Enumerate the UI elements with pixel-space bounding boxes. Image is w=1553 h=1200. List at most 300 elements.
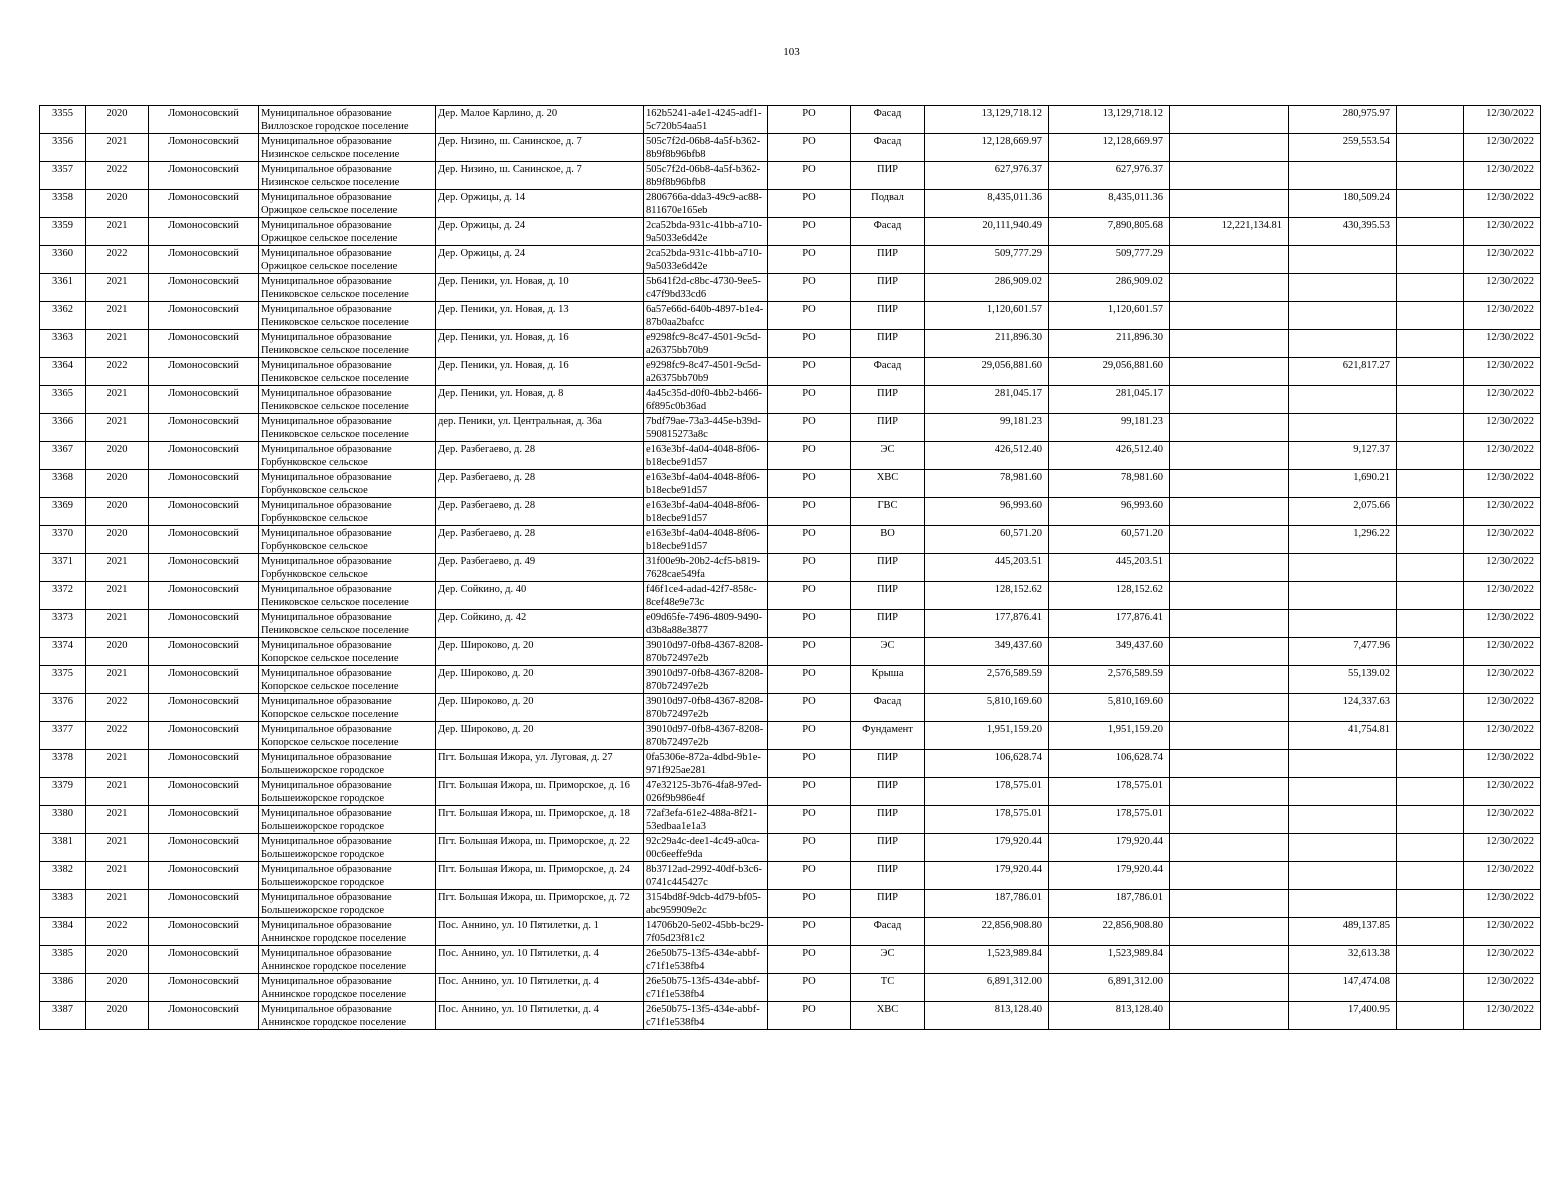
cell-fee-amount: 9,127.37 [1289, 442, 1397, 470]
cell-regional-funds: 99,181.23 [1049, 414, 1170, 442]
cell-address: Дер. Сойкино, д. 40 [436, 582, 644, 610]
cell-district: Ломоносовский [149, 358, 259, 386]
cell-empty-cell [1397, 470, 1464, 498]
cell-work-type: ВО [851, 526, 925, 554]
cell-empty-cell [1397, 498, 1464, 526]
cell-house-guid: 0fa5306e-872a-4dbd-9b1e-971f925ae281 [644, 750, 768, 778]
cell-other-funds [1170, 582, 1289, 610]
cell-completion-date: 12/30/2022 [1464, 1002, 1541, 1030]
cell-completion-date: 12/30/2022 [1464, 218, 1541, 246]
cell-regional-funds: 349,437.60 [1049, 638, 1170, 666]
cell-district: Ломоносовский [149, 610, 259, 638]
table-row [40, 750, 1541, 778]
cell-work-type: ПИР [851, 834, 925, 862]
cell-empty-cell [1397, 330, 1464, 358]
cell-program: РО [768, 246, 851, 274]
cell-regional-funds: 29,056,881.60 [1049, 358, 1170, 386]
cell-house-guid: 39010d97-0fb8-4367-8208-870b72497e2b [644, 694, 768, 722]
cell-row-number: 3356 [40, 134, 86, 162]
cell-regional-funds: 1,523,989.84 [1049, 946, 1170, 974]
cell-work-type: ЭС [851, 442, 925, 470]
cell-municipality: Муниципальное образование Пениковское сельское поселение [259, 358, 436, 386]
cell-completion-date: 12/30/2022 [1464, 610, 1541, 638]
cell-total-cost: 6,891,312.00 [925, 974, 1049, 1002]
cell-municipality: Муниципальное образование Большеижорское городское [259, 862, 436, 890]
table-row [40, 890, 1541, 918]
cell-district: Ломоносовский [149, 778, 259, 806]
cell-address: Дер. Широково, д. 20 [436, 694, 644, 722]
cell-work-type: ПИР [851, 890, 925, 918]
cell-row-number: 3381 [40, 834, 86, 862]
cell-work-type: ПИР [851, 750, 925, 778]
table-row [40, 162, 1541, 190]
cell-address: Дер. Широково, д. 20 [436, 638, 644, 666]
cell-district: Ломоносовский [149, 526, 259, 554]
cell-municipality: Муниципальное образование Горбунковское сельское [259, 526, 436, 554]
cell-total-cost: 1,951,159.20 [925, 722, 1049, 750]
cell-empty-cell [1397, 218, 1464, 246]
cell-work-type: ПИР [851, 582, 925, 610]
cell-regional-funds: 5,810,169.60 [1049, 694, 1170, 722]
cell-total-cost: 627,976.37 [925, 162, 1049, 190]
cell-regional-funds: 7,890,805.68 [1049, 218, 1170, 246]
cell-municipality: Муниципальное образование Копорское сельское поселение [259, 638, 436, 666]
cell-address: Дер. Широково, д. 20 [436, 722, 644, 750]
cell-regional-funds: 22,856,908.80 [1049, 918, 1170, 946]
cell-total-cost: 99,181.23 [925, 414, 1049, 442]
cell-completion-date: 12/30/2022 [1464, 414, 1541, 442]
cell-work-type: ПИР [851, 610, 925, 638]
cell-regional-funds: 187,786.01 [1049, 890, 1170, 918]
cell-municipality: Муниципальное образование Аннинское городское поселение [259, 974, 436, 1002]
cell-regional-funds: 286,909.02 [1049, 274, 1170, 302]
cell-work-type: ПИР [851, 386, 925, 414]
cell-house-guid: f46f1ce4-adad-42f7-858c-8cef48e9e73c [644, 582, 768, 610]
cell-year: 2021 [86, 386, 149, 414]
cell-district: Ломоносовский [149, 470, 259, 498]
cell-completion-date: 12/30/2022 [1464, 246, 1541, 274]
cell-year: 2021 [86, 750, 149, 778]
cell-year: 2021 [86, 778, 149, 806]
cell-program: РО [768, 778, 851, 806]
cell-empty-cell [1397, 694, 1464, 722]
cell-program: РО [768, 302, 851, 330]
cell-work-type: ЭС [851, 638, 925, 666]
page-number: 103 [783, 46, 800, 58]
cell-year: 2020 [86, 638, 149, 666]
cell-house-guid: 6a57e66d-640b-4897-b1e4-87b0aa2bafcc [644, 302, 768, 330]
table-row [40, 526, 1541, 554]
data-table [39, 105, 1541, 1030]
cell-program: РО [768, 806, 851, 834]
cell-fee-amount [1289, 554, 1397, 582]
cell-work-type: Фасад [851, 134, 925, 162]
cell-total-cost: 286,909.02 [925, 274, 1049, 302]
cell-empty-cell [1397, 918, 1464, 946]
cell-municipality: Муниципальное образование Пениковское сельское поселение [259, 386, 436, 414]
cell-year: 2020 [86, 974, 149, 1002]
cell-regional-funds: 1,120,601.57 [1049, 302, 1170, 330]
cell-work-type: Фасад [851, 358, 925, 386]
table-row [40, 302, 1541, 330]
cell-fee-amount [1289, 582, 1397, 610]
cell-other-funds [1170, 162, 1289, 190]
cell-work-type: Фасад [851, 218, 925, 246]
cell-row-number: 3387 [40, 1002, 86, 1030]
cell-district: Ломоносовский [149, 946, 259, 974]
cell-house-guid: e9298fc9-8c47-4501-9c5d-a26375bb70b9 [644, 330, 768, 358]
cell-house-guid: 2806766a-dda3-49c9-ac88-811670e165eb [644, 190, 768, 218]
cell-total-cost: 12,128,669.97 [925, 134, 1049, 162]
cell-work-type: ПИР [851, 778, 925, 806]
cell-year: 2021 [86, 582, 149, 610]
cell-completion-date: 12/30/2022 [1464, 470, 1541, 498]
cell-empty-cell [1397, 414, 1464, 442]
table-row [40, 834, 1541, 862]
cell-empty-cell [1397, 638, 1464, 666]
cell-row-number: 3371 [40, 554, 86, 582]
cell-fee-amount [1289, 330, 1397, 358]
cell-empty-cell [1397, 806, 1464, 834]
cell-year: 2022 [86, 358, 149, 386]
cell-completion-date: 12/30/2022 [1464, 442, 1541, 470]
cell-fee-amount [1289, 610, 1397, 638]
cell-work-type: ТС [851, 974, 925, 1002]
cell-year: 2021 [86, 134, 149, 162]
cell-total-cost: 179,920.44 [925, 834, 1049, 862]
cell-year: 2022 [86, 722, 149, 750]
cell-fee-amount: 41,754.81 [1289, 722, 1397, 750]
cell-empty-cell [1397, 778, 1464, 806]
cell-other-funds [1170, 274, 1289, 302]
cell-total-cost: 211,896.30 [925, 330, 1049, 358]
cell-house-guid: 14706b20-5e02-45bb-bc29-7f05d23f81c2 [644, 918, 768, 946]
cell-row-number: 3362 [40, 302, 86, 330]
cell-other-funds [1170, 526, 1289, 554]
cell-regional-funds: 178,575.01 [1049, 778, 1170, 806]
cell-district: Ломоносовский [149, 638, 259, 666]
cell-year: 2022 [86, 918, 149, 946]
cell-house-guid: 26e50b75-13f5-434e-abbf-c71f1e538fb4 [644, 946, 768, 974]
cell-program: РО [768, 470, 851, 498]
cell-work-type: ПИР [851, 302, 925, 330]
cell-other-funds [1170, 834, 1289, 862]
cell-other-funds [1170, 694, 1289, 722]
cell-empty-cell [1397, 526, 1464, 554]
cell-row-number: 3375 [40, 666, 86, 694]
cell-year: 2020 [86, 946, 149, 974]
cell-district: Ломоносовский [149, 274, 259, 302]
table-row [40, 862, 1541, 890]
cell-other-funds [1170, 806, 1289, 834]
cell-completion-date: 12/30/2022 [1464, 806, 1541, 834]
cell-regional-funds: 2,576,589.59 [1049, 666, 1170, 694]
table-row [40, 582, 1541, 610]
cell-completion-date: 12/30/2022 [1464, 526, 1541, 554]
cell-address: Дер. Малое Карлино, д. 20 [436, 106, 644, 134]
cell-house-guid: e163e3bf-4a04-4048-8f06-b18ecbe91d57 [644, 470, 768, 498]
cell-municipality: Муниципальное образование Низинское сельское поселение [259, 134, 436, 162]
cell-regional-funds: 106,628.74 [1049, 750, 1170, 778]
cell-other-funds [1170, 918, 1289, 946]
cell-municipality: Муниципальное образование Горбунковское сельское [259, 498, 436, 526]
cell-municipality: Муниципальное образование Большеижорское городское [259, 890, 436, 918]
cell-row-number: 3374 [40, 638, 86, 666]
cell-total-cost: 177,876.41 [925, 610, 1049, 638]
cell-municipality: Муниципальное образование Копорское сельское поселение [259, 666, 436, 694]
cell-empty-cell [1397, 862, 1464, 890]
cell-work-type: Фундамент [851, 722, 925, 750]
cell-address: Дер. Сойкино, д. 42 [436, 610, 644, 638]
cell-regional-funds: 128,152.62 [1049, 582, 1170, 610]
cell-fee-amount: 1,296.22 [1289, 526, 1397, 554]
cell-address: Дер. Пеники, ул. Новая, д. 8 [436, 386, 644, 414]
cell-empty-cell [1397, 246, 1464, 274]
cell-regional-funds: 627,976.37 [1049, 162, 1170, 190]
cell-other-funds [1170, 974, 1289, 1002]
table-row [40, 358, 1541, 386]
cell-empty-cell [1397, 302, 1464, 330]
cell-district: Ломоносовский [149, 302, 259, 330]
cell-fee-amount: 1,690.21 [1289, 470, 1397, 498]
cell-empty-cell [1397, 974, 1464, 1002]
cell-program: РО [768, 190, 851, 218]
cell-fee-amount: 55,139.02 [1289, 666, 1397, 694]
cell-program: РО [768, 106, 851, 134]
table-row [40, 778, 1541, 806]
cell-regional-funds: 96,993.60 [1049, 498, 1170, 526]
cell-district: Ломоносовский [149, 694, 259, 722]
cell-program: РО [768, 974, 851, 1002]
cell-completion-date: 12/30/2022 [1464, 302, 1541, 330]
cell-empty-cell [1397, 358, 1464, 386]
cell-completion-date: 12/30/2022 [1464, 890, 1541, 918]
cell-total-cost: 813,128.40 [925, 1002, 1049, 1030]
cell-fee-amount [1289, 834, 1397, 862]
cell-address: Дер. Пеники, ул. Новая, д. 10 [436, 274, 644, 302]
cell-row-number: 3378 [40, 750, 86, 778]
cell-work-type: ПИР [851, 330, 925, 358]
cell-program: РО [768, 666, 851, 694]
cell-address: Дер. Пеники, ул. Новая, д. 13 [436, 302, 644, 330]
cell-program: РО [768, 1002, 851, 1030]
cell-house-guid: 26e50b75-13f5-434e-abbf-c71f1e538fb4 [644, 974, 768, 1002]
cell-program: РО [768, 274, 851, 302]
cell-fee-amount: 430,395.53 [1289, 218, 1397, 246]
cell-municipality: Муниципальное образование Пениковское сельское поселение [259, 302, 436, 330]
cell-work-type: ПИР [851, 246, 925, 274]
cell-regional-funds: 12,128,669.97 [1049, 134, 1170, 162]
cell-year: 2020 [86, 498, 149, 526]
cell-total-cost: 1,523,989.84 [925, 946, 1049, 974]
cell-fee-amount: 180,509.24 [1289, 190, 1397, 218]
cell-fee-amount [1289, 862, 1397, 890]
cell-address: Пгт. Большая Ижора, ш. Приморское, д. 18 [436, 806, 644, 834]
cell-address: Пос. Аннино, ул. 10 Пятилетки, д. 4 [436, 946, 644, 974]
table-row [40, 218, 1541, 246]
cell-district: Ломоносовский [149, 890, 259, 918]
table-row [40, 694, 1541, 722]
cell-total-cost: 8,435,011.36 [925, 190, 1049, 218]
cell-program: РО [768, 890, 851, 918]
cell-total-cost: 29,056,881.60 [925, 358, 1049, 386]
cell-work-type: Подвал [851, 190, 925, 218]
cell-municipality: Муниципальное образование Большеижорское городское [259, 834, 436, 862]
cell-total-cost: 178,575.01 [925, 806, 1049, 834]
cell-house-guid: 92c29a4c-dee1-4c49-a0ca-00c6eeffe9da [644, 834, 768, 862]
cell-row-number: 3368 [40, 470, 86, 498]
cell-fee-amount: 280,975.97 [1289, 106, 1397, 134]
cell-other-funds [1170, 638, 1289, 666]
cell-row-number: 3355 [40, 106, 86, 134]
cell-house-guid: 72af3efa-61e2-488a-8f21-53edbaa1e1a3 [644, 806, 768, 834]
cell-program: РО [768, 442, 851, 470]
cell-completion-date: 12/30/2022 [1464, 554, 1541, 582]
cell-district: Ломоносовский [149, 414, 259, 442]
cell-row-number: 3369 [40, 498, 86, 526]
cell-fee-amount: 259,553.54 [1289, 134, 1397, 162]
cell-empty-cell [1397, 890, 1464, 918]
cell-fee-amount: 7,477.96 [1289, 638, 1397, 666]
cell-municipality: Муниципальное образование Пениковское сельское поселение [259, 274, 436, 302]
table-row [40, 330, 1541, 358]
cell-year: 2020 [86, 1002, 149, 1030]
cell-district: Ломоносовский [149, 1002, 259, 1030]
cell-work-type: ХВС [851, 1002, 925, 1030]
cell-program: РО [768, 582, 851, 610]
cell-address: Дер. Разбегаево, д. 28 [436, 442, 644, 470]
cell-house-guid: 2ca52bda-931c-41bb-a710-9a5033e6d42e [644, 246, 768, 274]
cell-fee-amount: 2,075.66 [1289, 498, 1397, 526]
cell-program: РО [768, 722, 851, 750]
cell-other-funds [1170, 498, 1289, 526]
cell-year: 2020 [86, 526, 149, 554]
cell-address: Дер. Пеники, ул. Новая, д. 16 [436, 330, 644, 358]
cell-address: Пос. Аннино, ул. 10 Пятилетки, д. 4 [436, 1002, 644, 1030]
cell-regional-funds: 1,951,159.20 [1049, 722, 1170, 750]
cell-program: РО [768, 694, 851, 722]
cell-row-number: 3376 [40, 694, 86, 722]
cell-work-type: ХВС [851, 470, 925, 498]
cell-total-cost: 128,152.62 [925, 582, 1049, 610]
cell-fee-amount [1289, 806, 1397, 834]
cell-row-number: 3363 [40, 330, 86, 358]
cell-total-cost: 22,856,908.80 [925, 918, 1049, 946]
cell-other-funds [1170, 106, 1289, 134]
cell-year: 2021 [86, 414, 149, 442]
cell-fee-amount [1289, 274, 1397, 302]
cell-total-cost: 106,628.74 [925, 750, 1049, 778]
cell-empty-cell [1397, 274, 1464, 302]
cell-empty-cell [1397, 386, 1464, 414]
cell-program: РО [768, 134, 851, 162]
cell-house-guid: e163e3bf-4a04-4048-8f06-b18ecbe91d57 [644, 498, 768, 526]
table-row [40, 274, 1541, 302]
cell-house-guid: 8b3712ad-2992-40df-b3c6-0741c445427c [644, 862, 768, 890]
cell-municipality: Муниципальное образование Пениковское сельское поселение [259, 414, 436, 442]
cell-empty-cell [1397, 162, 1464, 190]
cell-municipality: Муниципальное образование Аннинское городское поселение [259, 918, 436, 946]
cell-total-cost: 20,111,940.49 [925, 218, 1049, 246]
cell-district: Ломоносовский [149, 554, 259, 582]
cell-regional-funds: 281,045.17 [1049, 386, 1170, 414]
cell-total-cost: 78,981.60 [925, 470, 1049, 498]
cell-year: 2021 [86, 302, 149, 330]
table-row [40, 918, 1541, 946]
table-row [40, 554, 1541, 582]
cell-municipality: Муниципальное образование Оржицкое сельское поселение [259, 218, 436, 246]
cell-program: РО [768, 918, 851, 946]
cell-house-guid: e9298fc9-8c47-4501-9c5d-a26375bb70b9 [644, 358, 768, 386]
cell-other-funds [1170, 358, 1289, 386]
cell-work-type: ПИР [851, 806, 925, 834]
cell-year: 2021 [86, 274, 149, 302]
cell-municipality: Муниципальное образование Большеижорское городское [259, 750, 436, 778]
cell-district: Ломоносовский [149, 106, 259, 134]
table-row [40, 610, 1541, 638]
cell-empty-cell [1397, 946, 1464, 974]
cell-completion-date: 12/30/2022 [1464, 862, 1541, 890]
cell-row-number: 3359 [40, 218, 86, 246]
cell-district: Ломоносовский [149, 974, 259, 1002]
cell-work-type: Фасад [851, 918, 925, 946]
cell-district: Ломоносовский [149, 190, 259, 218]
cell-fee-amount [1289, 386, 1397, 414]
cell-other-funds [1170, 722, 1289, 750]
cell-year: 2021 [86, 218, 149, 246]
cell-total-cost: 13,129,718.12 [925, 106, 1049, 134]
cell-municipality: Муниципальное образование Большеижорское городское [259, 778, 436, 806]
cell-total-cost: 187,786.01 [925, 890, 1049, 918]
cell-municipality: Муниципальное образование Аннинское городское поселение [259, 946, 436, 974]
cell-total-cost: 281,045.17 [925, 386, 1049, 414]
cell-empty-cell [1397, 722, 1464, 750]
cell-completion-date: 12/30/2022 [1464, 778, 1541, 806]
cell-row-number: 3383 [40, 890, 86, 918]
cell-total-cost: 349,437.60 [925, 638, 1049, 666]
cell-regional-funds: 445,203.51 [1049, 554, 1170, 582]
cell-district: Ломоносовский [149, 834, 259, 862]
cell-completion-date: 12/30/2022 [1464, 162, 1541, 190]
cell-address: Дер. Низино, ш. Санинское, д. 7 [436, 134, 644, 162]
cell-house-guid: 31f00e9b-20b2-4cf5-b819-7628cae549fa [644, 554, 768, 582]
cell-regional-funds: 78,981.60 [1049, 470, 1170, 498]
cell-year: 2020 [86, 190, 149, 218]
table-row [40, 134, 1541, 162]
cell-house-guid: 5b641f2d-c8bc-4730-9ee5-c47f9bd33cd6 [644, 274, 768, 302]
cell-total-cost: 2,576,589.59 [925, 666, 1049, 694]
cell-row-number: 3386 [40, 974, 86, 1002]
cell-program: РО [768, 330, 851, 358]
cell-empty-cell [1397, 106, 1464, 134]
cell-fee-amount: 147,474.08 [1289, 974, 1397, 1002]
cell-address: Дер. Широково, д. 20 [436, 666, 644, 694]
cell-empty-cell [1397, 750, 1464, 778]
cell-row-number: 3365 [40, 386, 86, 414]
cell-municipality: Муниципальное образование Горбунковское сельское [259, 554, 436, 582]
cell-municipality: Муниципальное образование Пениковское сельское поселение [259, 610, 436, 638]
table-row [40, 498, 1541, 526]
cell-total-cost: 445,203.51 [925, 554, 1049, 582]
cell-district: Ломоносовский [149, 134, 259, 162]
cell-completion-date: 12/30/2022 [1464, 134, 1541, 162]
table-row [40, 806, 1541, 834]
cell-municipality: Муниципальное образование Горбунковское сельское [259, 442, 436, 470]
cell-house-guid: 39010d97-0fb8-4367-8208-870b72497e2b [644, 638, 768, 666]
cell-fee-amount: 621,817.27 [1289, 358, 1397, 386]
cell-house-guid: e163e3bf-4a04-4048-8f06-b18ecbe91d57 [644, 526, 768, 554]
cell-completion-date: 12/30/2022 [1464, 694, 1541, 722]
